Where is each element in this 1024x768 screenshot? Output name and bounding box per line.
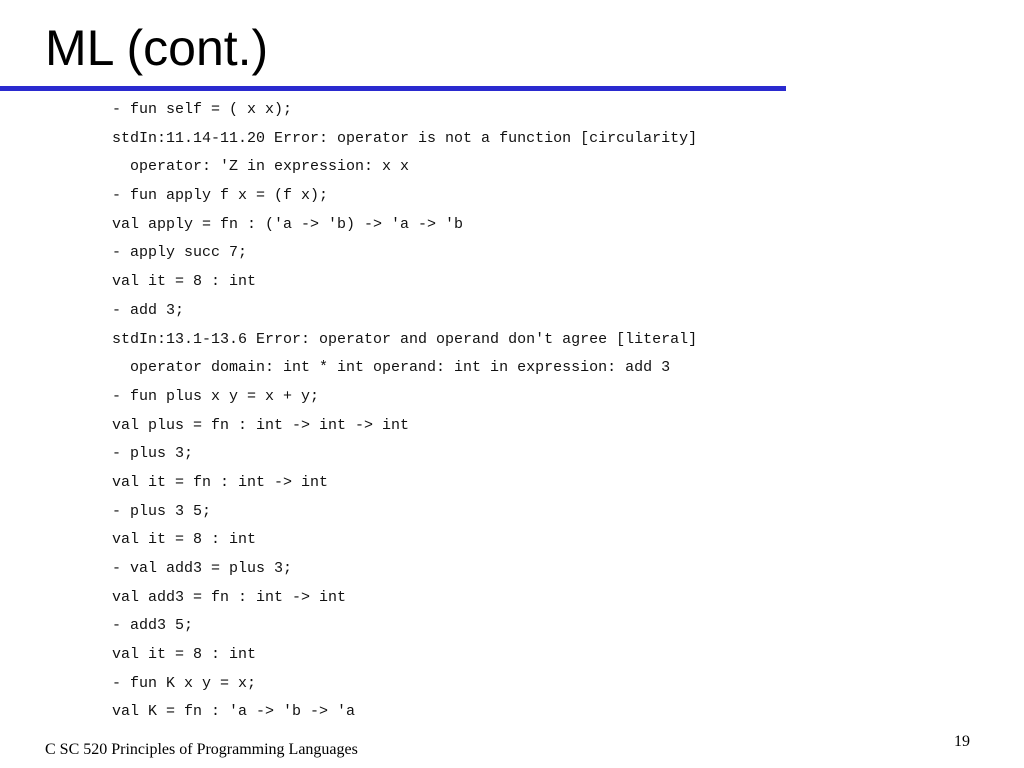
code-line: operator: 'Z in expression: x x	[112, 158, 410, 176]
code-line: - fun plus x y = x + y;	[112, 387, 320, 405]
code-line: val it = 8 : int	[112, 531, 257, 549]
slide-title: ML (cont.)	[45, 20, 269, 76]
code-line: - plus 3;	[112, 445, 194, 463]
code-line: operator domain: int * int operand: int in expression: add 3	[112, 359, 671, 377]
code-listing	[112, 96, 697, 727]
code-line: - plus 3 5;	[112, 502, 212, 520]
code-line: - fun K x y = x;	[112, 674, 257, 692]
code-line: val K = fn : 'a -> 'b -> 'a	[112, 703, 356, 721]
code-line: - add3 5;	[112, 617, 194, 635]
code-line: val apply = fn : ('a -> 'b) -> 'a -> 'b	[112, 215, 464, 233]
title-divider	[0, 86, 786, 91]
code-line: val add3 = fn : int -> int	[112, 588, 347, 606]
code-line: - val add3 = plus 3;	[112, 560, 293, 577]
code-line: val it = fn : int -> int	[112, 473, 329, 491]
code-line: val plus = fn : int -> int -> int	[112, 416, 410, 434]
code-line: val it = 8 : int	[112, 273, 257, 291]
code-line: stdIn:13.1-13.6 Error: operator and operand don't agree [literal]	[112, 330, 698, 348]
code-line: - add 3;	[112, 301, 185, 319]
code-line: - fun self = ( x x);	[112, 101, 293, 118]
code-line: stdIn:11.14-11.20 Error: operator is not a function [circularity]	[112, 129, 698, 147]
code-line: - fun apply f x = (f x);	[112, 187, 329, 205]
slide-footer: C SC 520 Principles of Programming Languages	[45, 741, 358, 758]
code-line: val it = 8 : int	[112, 646, 257, 664]
code-line: - apply succ 7;	[112, 244, 248, 262]
page-number: 19	[954, 733, 970, 750]
